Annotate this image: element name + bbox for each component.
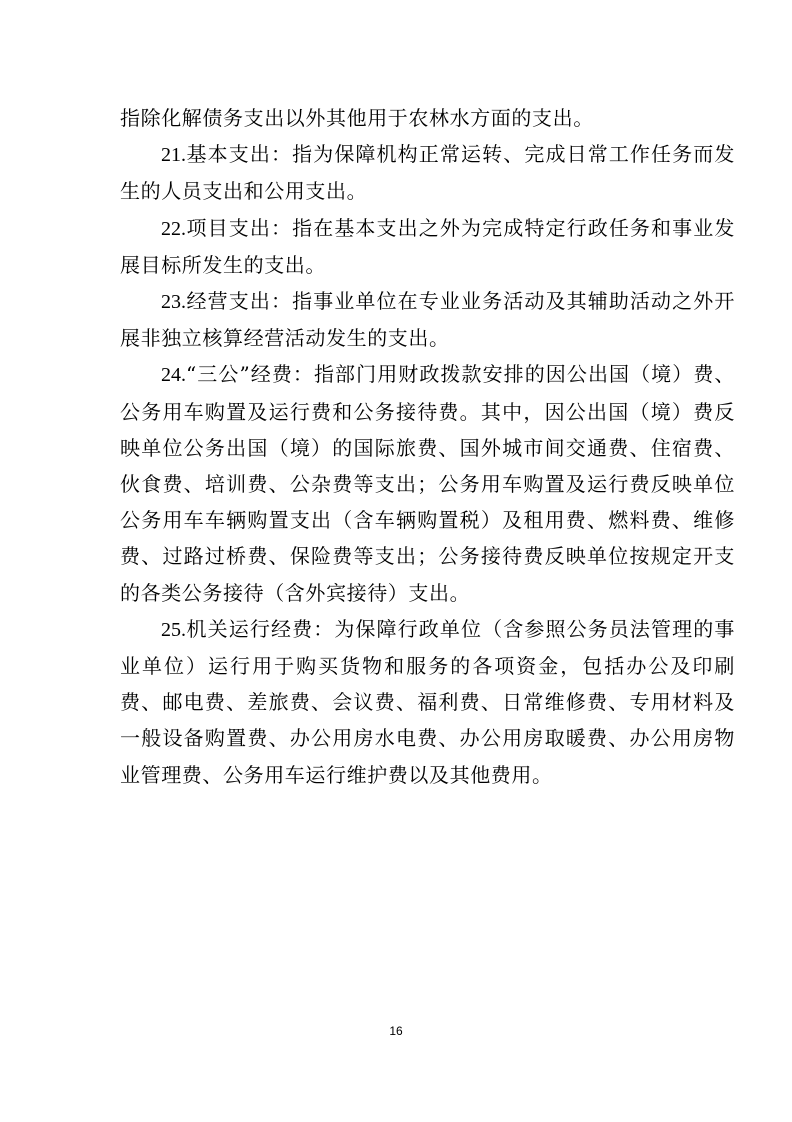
paragraph-number: 23.	[161, 291, 186, 314]
paragraph-project-expenditure	[120, 210, 735, 283]
paragraph-text: 项目支出：指在基本支出之外为完成特定行政任务和事业发展目标所发生的支出。	[120, 215, 735, 277]
paragraph-text: 指除化解债务支出以外其他用于农林水方面的支出。	[120, 106, 594, 130]
paragraph-number: 25.	[161, 618, 186, 641]
paragraph-operating-expenditure	[120, 283, 735, 356]
page-number: 16	[389, 1024, 403, 1038]
paragraph-text: 基本支出：指为保障机构正常运转、完成日常工作任务而发生的人员支出和公用支出。	[120, 142, 735, 204]
paragraph-number: 24.	[161, 364, 186, 387]
paragraph-number: 21.	[161, 144, 186, 167]
document-body	[120, 100, 735, 793]
paragraph-text: 机关运行经费：为保障行政单位（含参照公务员法管理的事业单位）运行用于购买货物和服务的各项资金，包括办公及印刷费、邮电费、差旅费、会议费、福利费、日常维修费、专用材料及一般设备购置费、办公用房水电费、办公用房取暖费、办公用房物业管理费、公务用车运行维护费以及其他费用。	[120, 616, 735, 787]
paragraph-three-public-expenses	[120, 356, 735, 610]
paragraph-number: 22.	[161, 217, 186, 240]
paragraph-continuation	[120, 100, 735, 136]
paragraph-agency-operating-funds	[120, 611, 735, 793]
paragraph-basic-expenditure	[120, 136, 735, 209]
paragraph-text: “三公”经费：指部门用财政拨款安排的因公出国（境）费、公务用车购置及运行费和公务接待费。其中，因公出国（境）费反映单位公务出国（境）的国际旅费、国外城市间交通费、住宿费、伙食费、培训费、公杂费等支出；公务用车购置及运行费反映单位公务用车车辆购置支出（含车辆购置税）及租用费、燃料费、维修费、过路过桥费、保险费等支出；公务接待费反映单位按规定开支的各类公务接待（含外宾接待）支出。	[120, 362, 735, 605]
paragraph-text: 经营支出：指事业单位在专业业务活动及其辅助活动之外开展非独立核算经营活动发生的支出。	[120, 289, 735, 351]
